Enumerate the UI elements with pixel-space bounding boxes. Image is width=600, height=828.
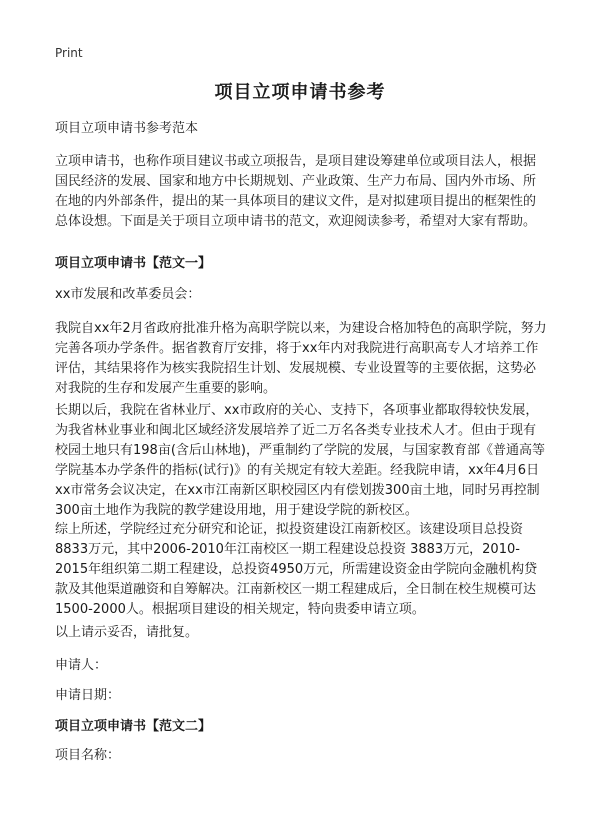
document-title: 项目立项申请书参考 xyxy=(214,82,386,103)
body-paragraph-1: 我院自xx年2月省政府批准升格为高职学院以来，为建设合格加特色的高职学院，努力完善各项办学条件。据省教育厅安排，将于xx年内对我院进行高职高专人才培养工作评估，其结果将作为核实我院招生计划、发展规模、专业设置等的主要依据，这势必对我院的生存和发展产生重要的影响。 xyxy=(55,321,547,396)
applicant-label: 申请人： xyxy=(55,658,108,673)
section-heading-1: 项目立项申请书【范文一】 xyxy=(55,256,212,271)
body-paragraph-2: 长期以后，我院在省林业厅、xx市政府的关心、支持下，各项事业都取得较快发展，为我省林业事业和闽北区域经济发展培养了近二万名各类专业技术人才。但由于现有校园土地只有198亩(含后山林地)，严重制约了学院的发展，与国家教育部《普通高等学院基本办学条件的指标(试行)》的有关规定有较大差距。经我院申请，xx年4月6日xx市常务会议决定，在xx市江南新区职校园区内有偿划拨300亩土地，同时另再控制300亩土地作为我院的教学建设用地，用于建设学院的新校区。 xyxy=(55,403,545,518)
project-name-label: 项目名称： xyxy=(55,748,121,763)
document-subtitle: 项目立项申请书参考范本 xyxy=(55,121,199,136)
body-paragraph-3: 综上所述，学院经过充分研究和论证，拟投资建设江南新校区。该建设项目总投资8833万元，其中2006-2010年江南校区一期工程建设总投资 3883万元，2010-2015年组织第二期工程建设，总投资4950万元，所需建设资金由学院向金融机构贷款及其他渠道融资和自筹解决。江南新校区一期工程建成后，全日制在校生规模可达1500-2000人。根据项目建设的相关规定，特向贵委申请立项。 xyxy=(55,522,538,617)
closing-line: 以上请示妥否，请批复。 xyxy=(55,625,199,640)
section-heading-2: 项目立项申请书【范文二】 xyxy=(55,719,212,734)
print-link[interactable]: Print xyxy=(55,46,83,60)
date-label: 申请日期： xyxy=(55,688,121,703)
intro-paragraph: 立项申请书，也称作项目建议书或立项报告，是项目建设筹建单位或项目法人，根据国民经济的发展、国家和地方中长期规划、产业政策、生产力布局、国内外市场、所在地的内外部条件，提出的某一具体项目的建议文件，是对拟建项目提出的框架性的总体设想。下面是关于项目立项申请书的范文，欢迎阅读参考，希望对大家有帮助。 xyxy=(55,154,537,229)
addressee: xx市发展和改革委员会： xyxy=(55,287,201,302)
